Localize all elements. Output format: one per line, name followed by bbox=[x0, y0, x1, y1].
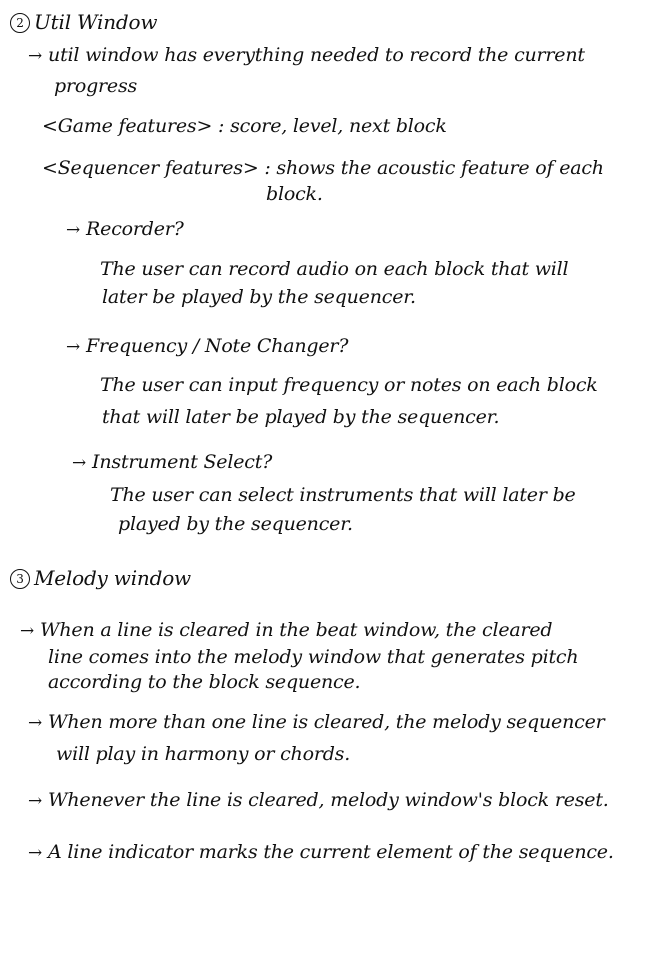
instrument-desc-line-1: The user can select instruments that will later be bbox=[110, 484, 576, 506]
melody-point-2-line-2: will play in harmony or chords. bbox=[56, 743, 351, 765]
arrow-icon: → bbox=[28, 713, 43, 733]
util-intro-line-2: progress bbox=[54, 75, 138, 97]
melody-point-2-line-1 bbox=[28, 710, 605, 735]
section-number-2: 2 bbox=[10, 13, 30, 33]
arrow-icon: → bbox=[72, 453, 87, 473]
melody-point-3-text-1: Whenever the line is cleared, melody window's block reset. bbox=[48, 789, 609, 811]
arrow-icon: → bbox=[66, 220, 81, 240]
melody-point-1-text-1: When a line is cleared in the beat window, the cleared bbox=[40, 619, 553, 641]
frequency-heading bbox=[66, 334, 348, 359]
arrow-icon: → bbox=[28, 843, 43, 863]
util-intro-text-1: util window has everything needed to record the current bbox=[48, 44, 585, 66]
melody-point-1-line-3: according to the block sequence. bbox=[48, 671, 361, 693]
arrow-icon: → bbox=[20, 621, 35, 641]
instrument-title: Instrument Select? bbox=[92, 451, 273, 473]
section-number-3: 3 bbox=[10, 569, 30, 589]
section-util-heading bbox=[10, 10, 157, 34]
sequencer-features-line-2: block. bbox=[266, 183, 323, 205]
arrow-icon: → bbox=[28, 46, 43, 66]
recorder-desc-line-2: later be played by the sequencer. bbox=[102, 286, 416, 308]
frequency-desc-line-2: that will later be played by the sequencer. bbox=[102, 406, 500, 428]
game-features-line: <Game features> : score, level, next block bbox=[42, 115, 447, 137]
arrow-icon: → bbox=[28, 791, 43, 811]
section-melody-heading bbox=[10, 566, 191, 590]
frequency-title: Frequency / Note Changer? bbox=[86, 335, 349, 357]
arrow-icon: → bbox=[66, 337, 81, 357]
util-window-title: Util Window bbox=[34, 10, 158, 34]
melody-point-1-line-2: line comes into the melody window that generates pitch bbox=[48, 646, 579, 668]
melody-point-4-text-1: A line indicator marks the current element of the sequence. bbox=[48, 841, 614, 863]
melody-point-4-line-1 bbox=[28, 840, 614, 865]
melody-point-3-line-1 bbox=[28, 788, 609, 813]
recorder-title: Recorder? bbox=[86, 218, 184, 240]
melody-point-2-text-1: When more than one line is cleared, the melody sequencer bbox=[48, 711, 605, 733]
instrument-desc-line-2: played by the sequencer. bbox=[118, 513, 353, 535]
frequency-desc-line-1: The user can input frequency or notes on each block bbox=[100, 374, 598, 396]
sequencer-features-line-1: <Sequencer features> : shows the acoustic feature of each bbox=[42, 157, 604, 179]
melody-window-title: Melody window bbox=[34, 566, 191, 590]
util-intro-line-1 bbox=[28, 43, 585, 68]
instrument-heading bbox=[72, 450, 272, 475]
recorder-heading bbox=[66, 217, 184, 242]
recorder-desc-line-1: The user can record audio on each block that will bbox=[100, 258, 569, 280]
melody-point-1-line-1 bbox=[20, 618, 552, 643]
